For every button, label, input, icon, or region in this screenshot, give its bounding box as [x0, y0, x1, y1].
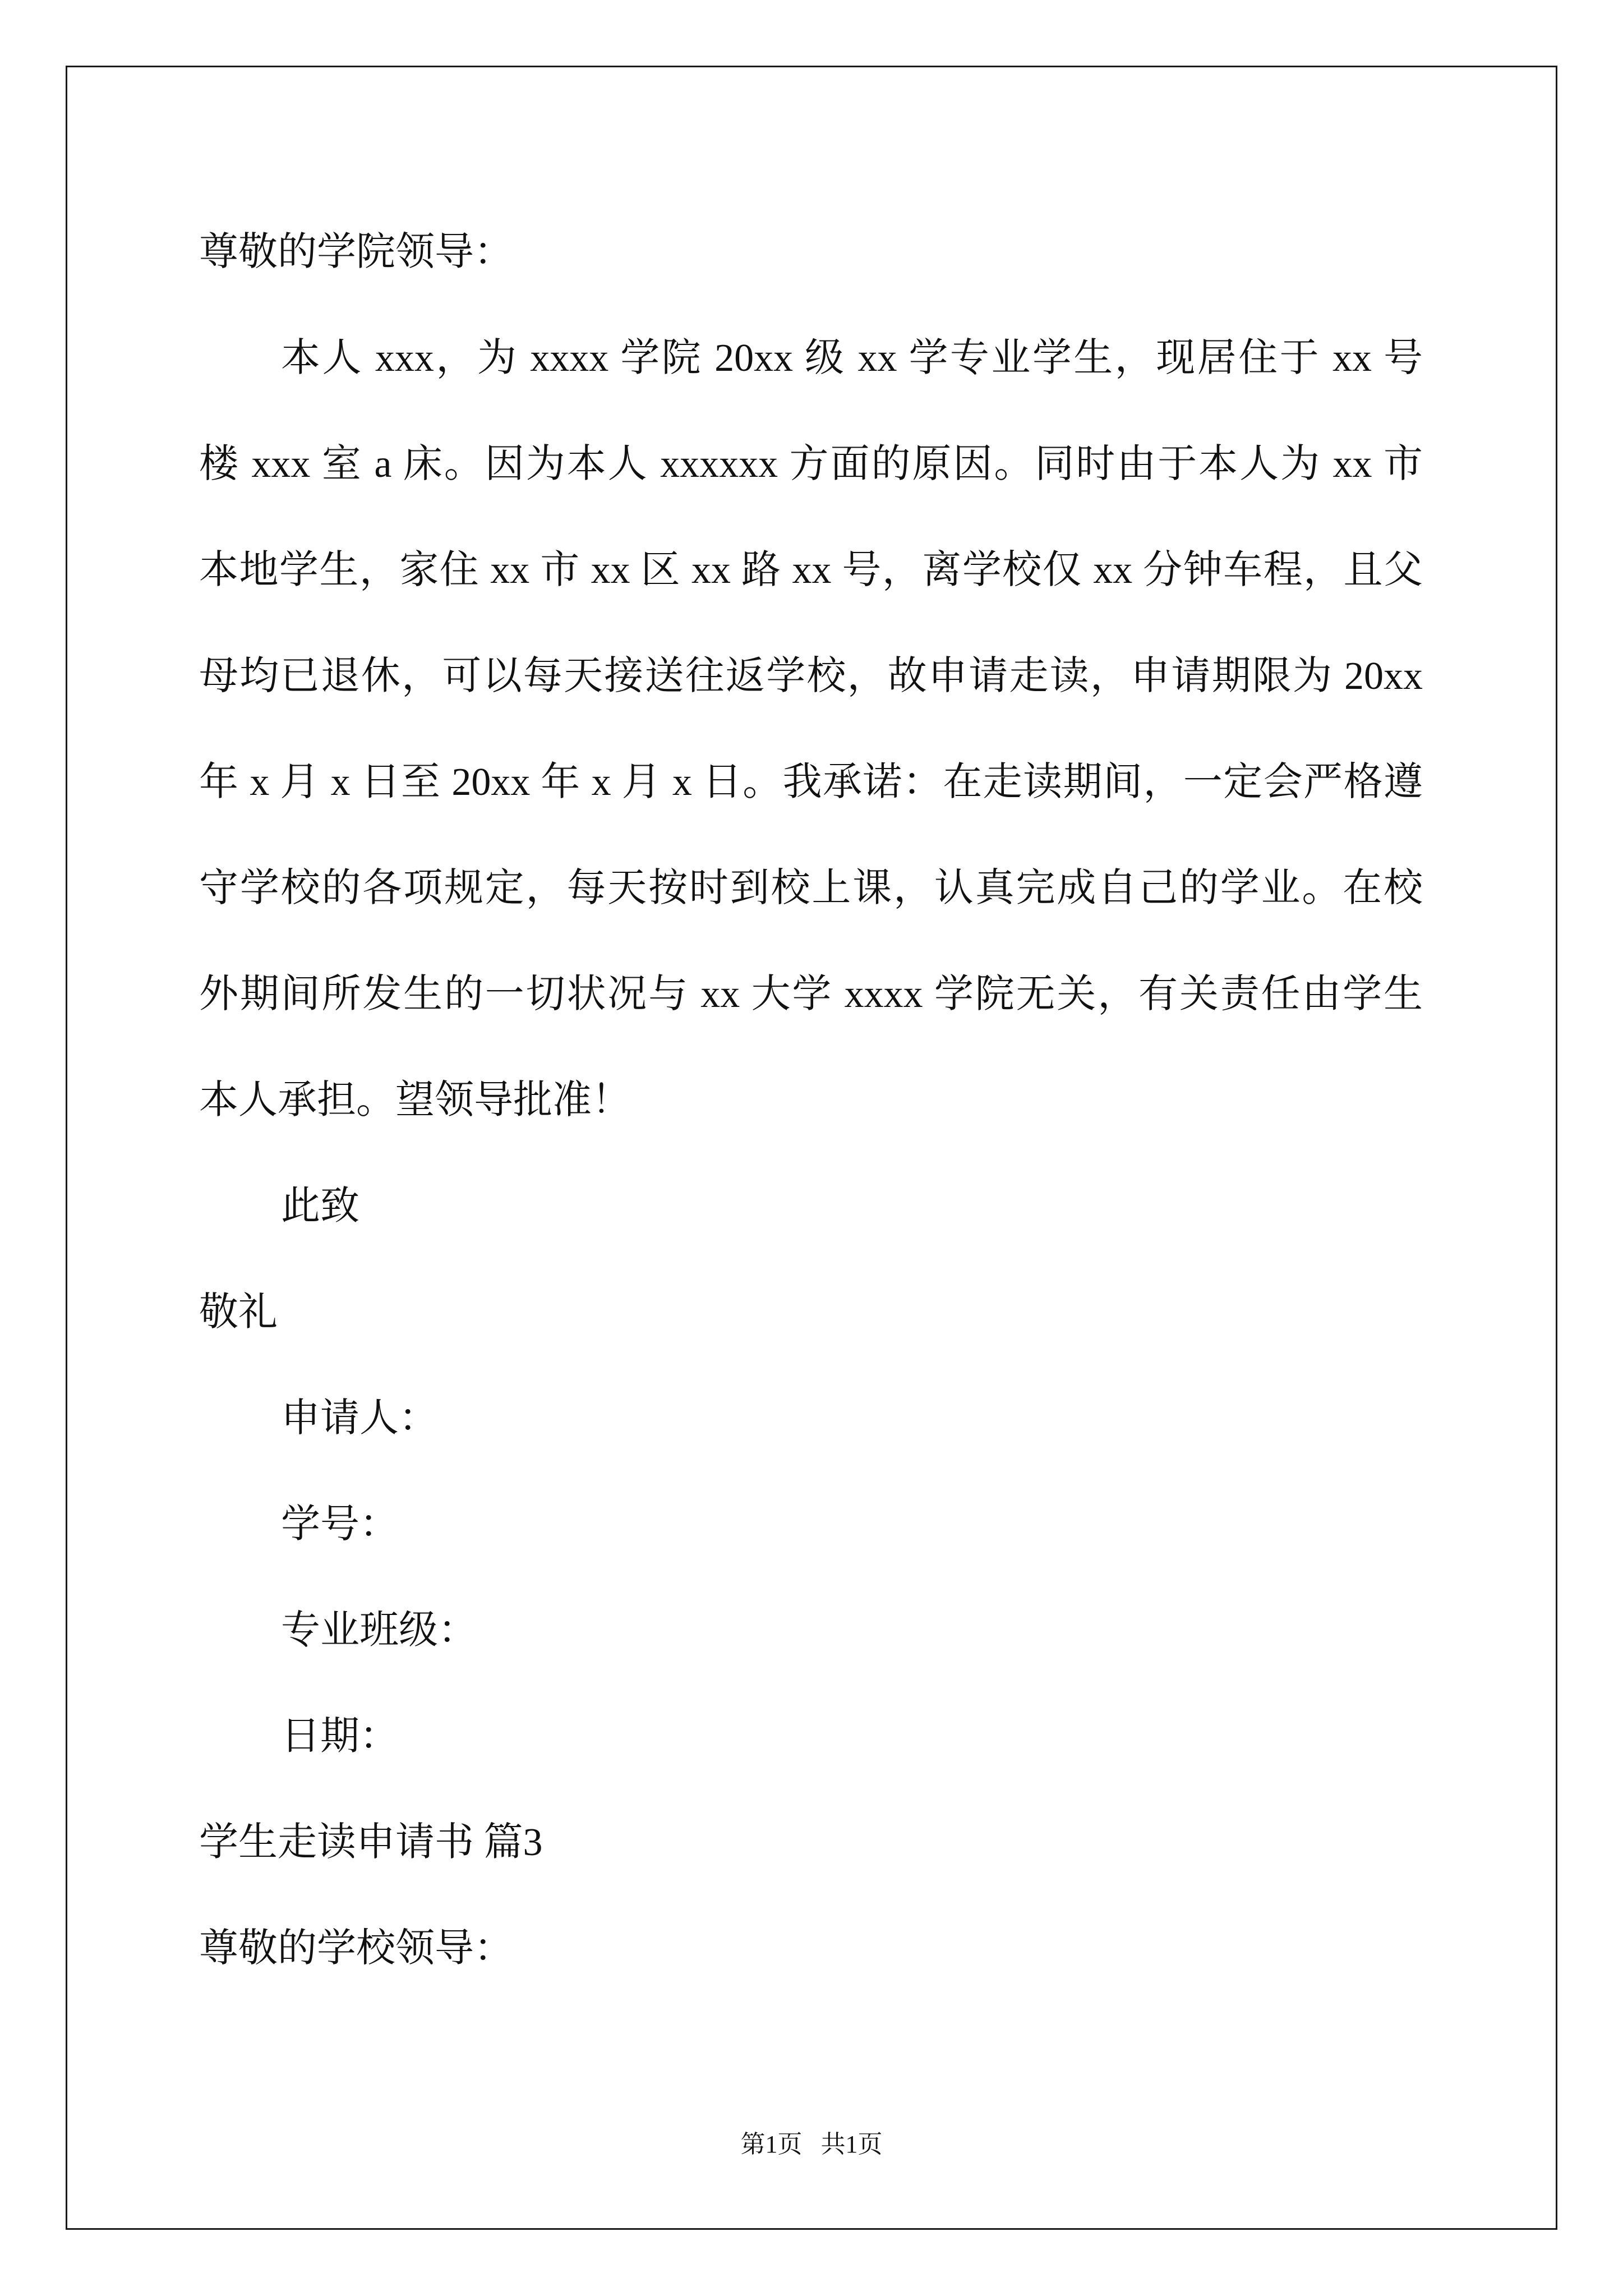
body-line: 守学校的各项规定，每天按时到校上课，认真完成自己的学业。在校 [199, 867, 1423, 910]
body-line: 本地学生，家住 xx 市 xx 区 xx 路 xx 号，离学校仅 xx 分钟车程，且父 [199, 549, 1423, 592]
regards: 敬礼 [199, 1291, 278, 1334]
body-line: 年 x 月 x 日至 20xx 年 x 月 x 日。我承诺：在走读期间，一定会严格遵 [199, 761, 1423, 804]
applicant-field: 申请人： [281, 1397, 438, 1440]
next-salutation: 尊敬的学校领导： [199, 1927, 513, 1970]
letter-body [199, 199, 1423, 2001]
body-paragraph [199, 305, 1423, 1153]
body-line: 外期间所发生的一切状况与 xx 大学 xxxx 学院无关，有关责任由学生 [199, 973, 1423, 1016]
body-line: 楼 xxx 室 a 床。因为本人 xxxxxx 方面的原因。同时由于本人为 xx 市 [199, 443, 1423, 486]
body-line: 本人承担。望领导批准！ [199, 1079, 631, 1122]
major-class-field: 专业班级： [281, 1609, 477, 1652]
closing: 此致 [281, 1185, 359, 1228]
salutation: 尊敬的学院领导： [199, 231, 513, 274]
section-title: 学生走读申请书 篇3 [199, 1821, 543, 1864]
student-id-field: 学号： [281, 1503, 399, 1546]
body-line: 本人 xxx，为 xxxx 学院 20xx 级 xx 学专业学生，现居住于 xx 号 [281, 337, 1423, 380]
date-field: 日期： [281, 1715, 399, 1758]
body-line: 母均已退休，可以每天接送往返学校，故申请走读，申请期限为 20xx [199, 655, 1423, 698]
page-footer: 第1页 共1页 [740, 2131, 883, 2158]
